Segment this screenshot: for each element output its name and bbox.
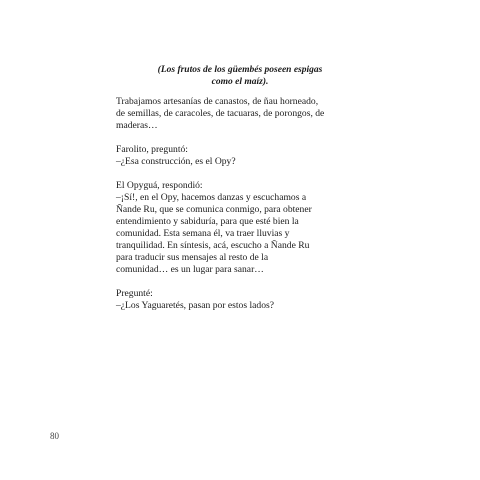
text-line: comunidad… es un lugar para sanar…: [116, 264, 264, 275]
text-line: –¿Los Yaguaretés, pasan por estos lados?: [116, 300, 274, 311]
text-line: –¡Sí!, en el Opy, hacemos danzas y escuchamos a: [116, 192, 307, 203]
text-line: –¿Esa construcción, es el Opy?: [116, 156, 236, 167]
text-line: para traducir sus mensajes al resto de la: [116, 252, 269, 263]
text-line: tranquilidad. En síntesis, acá, escucho a Ñande Ru: [116, 240, 310, 251]
page-number: 80: [50, 431, 59, 441]
paragraph-farolito: [116, 144, 366, 168]
text-line: de semillas, de caracoles, de tacuaras, de porongos, de: [116, 108, 325, 119]
caption-line: (Los frutos de los güembés poseen espigas: [157, 65, 323, 75]
caption: [0, 64, 480, 88]
text-line: comunidad. Esta semana él, va traer lluvias y: [116, 228, 290, 239]
text-line: Ñande Ru, que se comunica conmigo, para obtener: [116, 204, 312, 215]
paragraph-pregunte: [116, 288, 366, 312]
text-line: Farolito, preguntó:: [116, 144, 188, 155]
paragraph-opygua: [116, 180, 366, 276]
text-line: El Opyguá, respondió:: [116, 180, 203, 191]
text-line: Trabajamos artesanías de canastos, de ñau horneado,: [116, 96, 319, 107]
text-line: Pregunté:: [116, 288, 153, 299]
text-line: maderas…: [116, 120, 158, 131]
body-text: [116, 96, 366, 324]
text-line: entendimiento y sabiduría, para que esté bien la: [116, 216, 299, 227]
paragraph-artesanias: [116, 96, 366, 132]
caption-line: como el maíz).: [211, 77, 269, 87]
